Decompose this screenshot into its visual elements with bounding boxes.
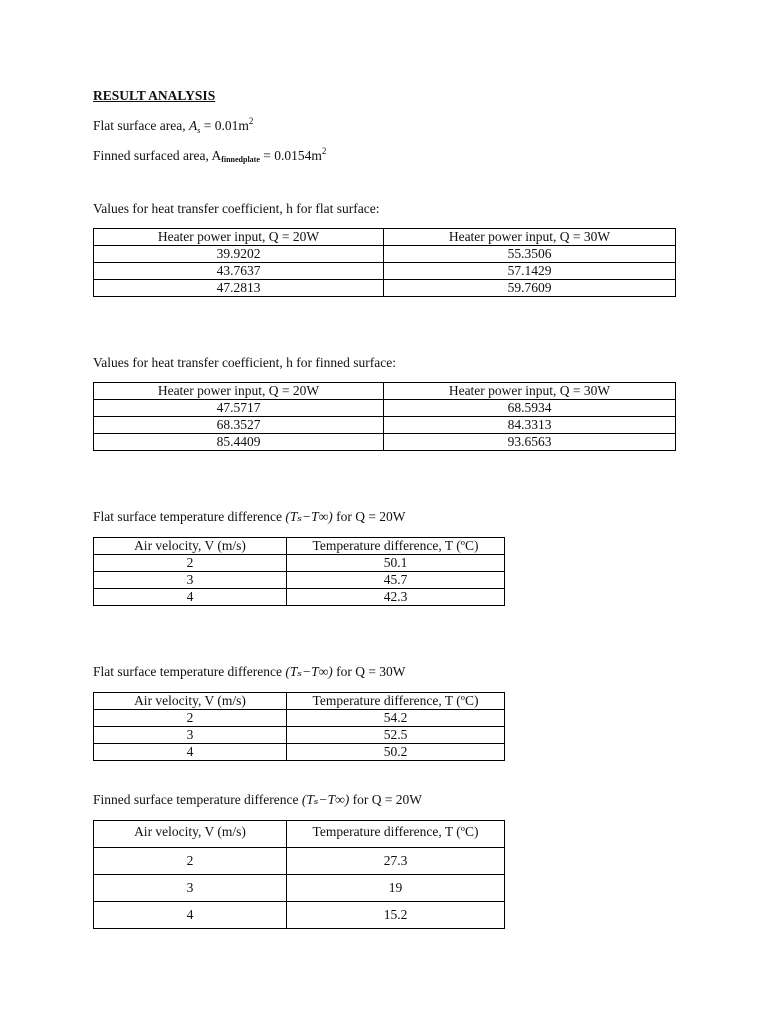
table-row: [94, 434, 676, 451]
table-cell: 43.7637: [94, 263, 384, 280]
table-row: [94, 263, 676, 280]
caption-text: Flat surface temperature difference: [93, 664, 283, 679]
table-header-cell: Temperature difference, T (ºC): [287, 693, 505, 710]
table-cell: 2: [94, 710, 287, 727]
finned-surface-h-caption: Values for heat transfer coefficient, h for finned surface:: [93, 355, 396, 370]
temperature-difference-formula: (Tₛ−T∞): [285, 509, 333, 524]
flat-temp-diff-20w-caption: [93, 509, 406, 525]
table-cell: 59.7609: [384, 280, 676, 297]
flat-surface-area-line: [93, 116, 253, 135]
table-header-cell: Heater power input, Q = 20W: [94, 229, 384, 246]
table-header-cell: Temperature difference, T (ºC): [287, 821, 505, 848]
table-header-row: [94, 383, 676, 400]
table-cell: 47.2813: [94, 280, 384, 297]
flat-area-value: = 0.01m: [203, 118, 249, 133]
table-row: [94, 246, 676, 263]
table-row: [94, 400, 676, 417]
table-cell: 19: [287, 875, 505, 902]
table-header-cell: Heater power input, Q = 20W: [94, 383, 384, 400]
flat-temp-diff-30w-table: [93, 692, 505, 761]
table-cell: 68.5934: [384, 400, 676, 417]
flat-area-subscript: s: [197, 126, 201, 135]
table-row: [94, 710, 505, 727]
temperature-difference-formula: (Tₛ−T∞): [301, 792, 350, 807]
flat-area-label: Flat surface area,: [93, 118, 186, 133]
finned-surface-area-line: [93, 146, 326, 164]
temperature-difference-formula: (Tₛ−T∞): [285, 664, 333, 679]
table-cell: 3: [94, 875, 287, 902]
finned-area-value: = 0.0154m: [263, 148, 322, 163]
table-cell: 3: [94, 572, 287, 589]
flat-area-unit-exponent: 2: [248, 116, 254, 126]
table-header-row: [94, 693, 505, 710]
finned-area-subscript: finnedplate: [221, 155, 260, 164]
table-header-cell: Air velocity, V (m/s): [94, 538, 287, 555]
table-header-cell: Heater power input, Q = 30W: [384, 383, 676, 400]
table-row: [94, 848, 505, 875]
finned-area-unit-exponent: 2: [321, 146, 327, 156]
flat-area-symbol: A: [188, 118, 198, 133]
table-row: [94, 572, 505, 589]
page-title: RESULT ANALYSIS: [93, 88, 216, 103]
caption-suffix: for Q = 20W: [352, 792, 423, 807]
table-header-cell: Temperature difference, T (ºC): [287, 538, 505, 555]
flat-surface-h-table: [93, 228, 676, 297]
table-header-row: [94, 821, 505, 848]
caption-suffix: for Q = 20W: [336, 509, 406, 524]
table-row: [94, 902, 505, 929]
table-cell: 4: [94, 902, 287, 929]
finned-area-label: Finned surfaced area, A: [93, 148, 222, 163]
table-header-row: [94, 538, 505, 555]
table-cell: 50.2: [287, 744, 505, 761]
table-cell: 57.1429: [384, 263, 676, 280]
table-row: [94, 555, 505, 572]
table-cell: 3: [94, 727, 287, 744]
table-cell: 2: [94, 848, 287, 875]
table-cell: 52.5: [287, 727, 505, 744]
table-header-cell: Air velocity, V (m/s): [94, 693, 287, 710]
table-cell: 45.7: [287, 572, 505, 589]
table-cell: 4: [94, 589, 287, 606]
table-cell: 55.3506: [384, 246, 676, 263]
finned-temp-diff-20w-table: [93, 820, 505, 929]
table-header-row: [94, 229, 676, 246]
flat-surface-h-caption: Values for heat transfer coefficient, h for flat surface:: [93, 201, 380, 216]
table-cell: 50.1: [287, 555, 505, 572]
table-cell: 84.3313: [384, 417, 676, 434]
caption-suffix: for Q = 30W: [336, 664, 406, 679]
table-cell: 15.2: [287, 902, 505, 929]
table-cell: 93.6563: [384, 434, 676, 451]
table-cell: 42.3: [287, 589, 505, 606]
table-cell: 54.2: [287, 710, 505, 727]
table-cell: 47.5717: [94, 400, 384, 417]
table-cell: 2: [94, 555, 287, 572]
caption-text: Finned surface temperature difference: [93, 792, 299, 807]
table-row: [94, 280, 676, 297]
table-row: [94, 727, 505, 744]
flat-temp-diff-20w-table: [93, 537, 505, 606]
flat-temp-diff-30w-caption: [93, 664, 406, 680]
finned-surface-h-table: [93, 382, 676, 451]
table-header-cell: Heater power input, Q = 30W: [384, 229, 676, 246]
table-cell: 85.4409: [94, 434, 384, 451]
table-cell: 39.9202: [94, 246, 384, 263]
table-row: [94, 417, 676, 434]
table-row: [94, 589, 505, 606]
table-header-cell: Air velocity, V (m/s): [94, 821, 287, 848]
table-cell: 27.3: [287, 848, 505, 875]
table-cell: 68.3527: [94, 417, 384, 434]
table-row: [94, 744, 505, 761]
table-row: [94, 875, 505, 902]
finned-temp-diff-20w-caption: [93, 792, 422, 808]
table-cell: 4: [94, 744, 287, 761]
caption-text: Flat surface temperature difference: [93, 509, 283, 524]
